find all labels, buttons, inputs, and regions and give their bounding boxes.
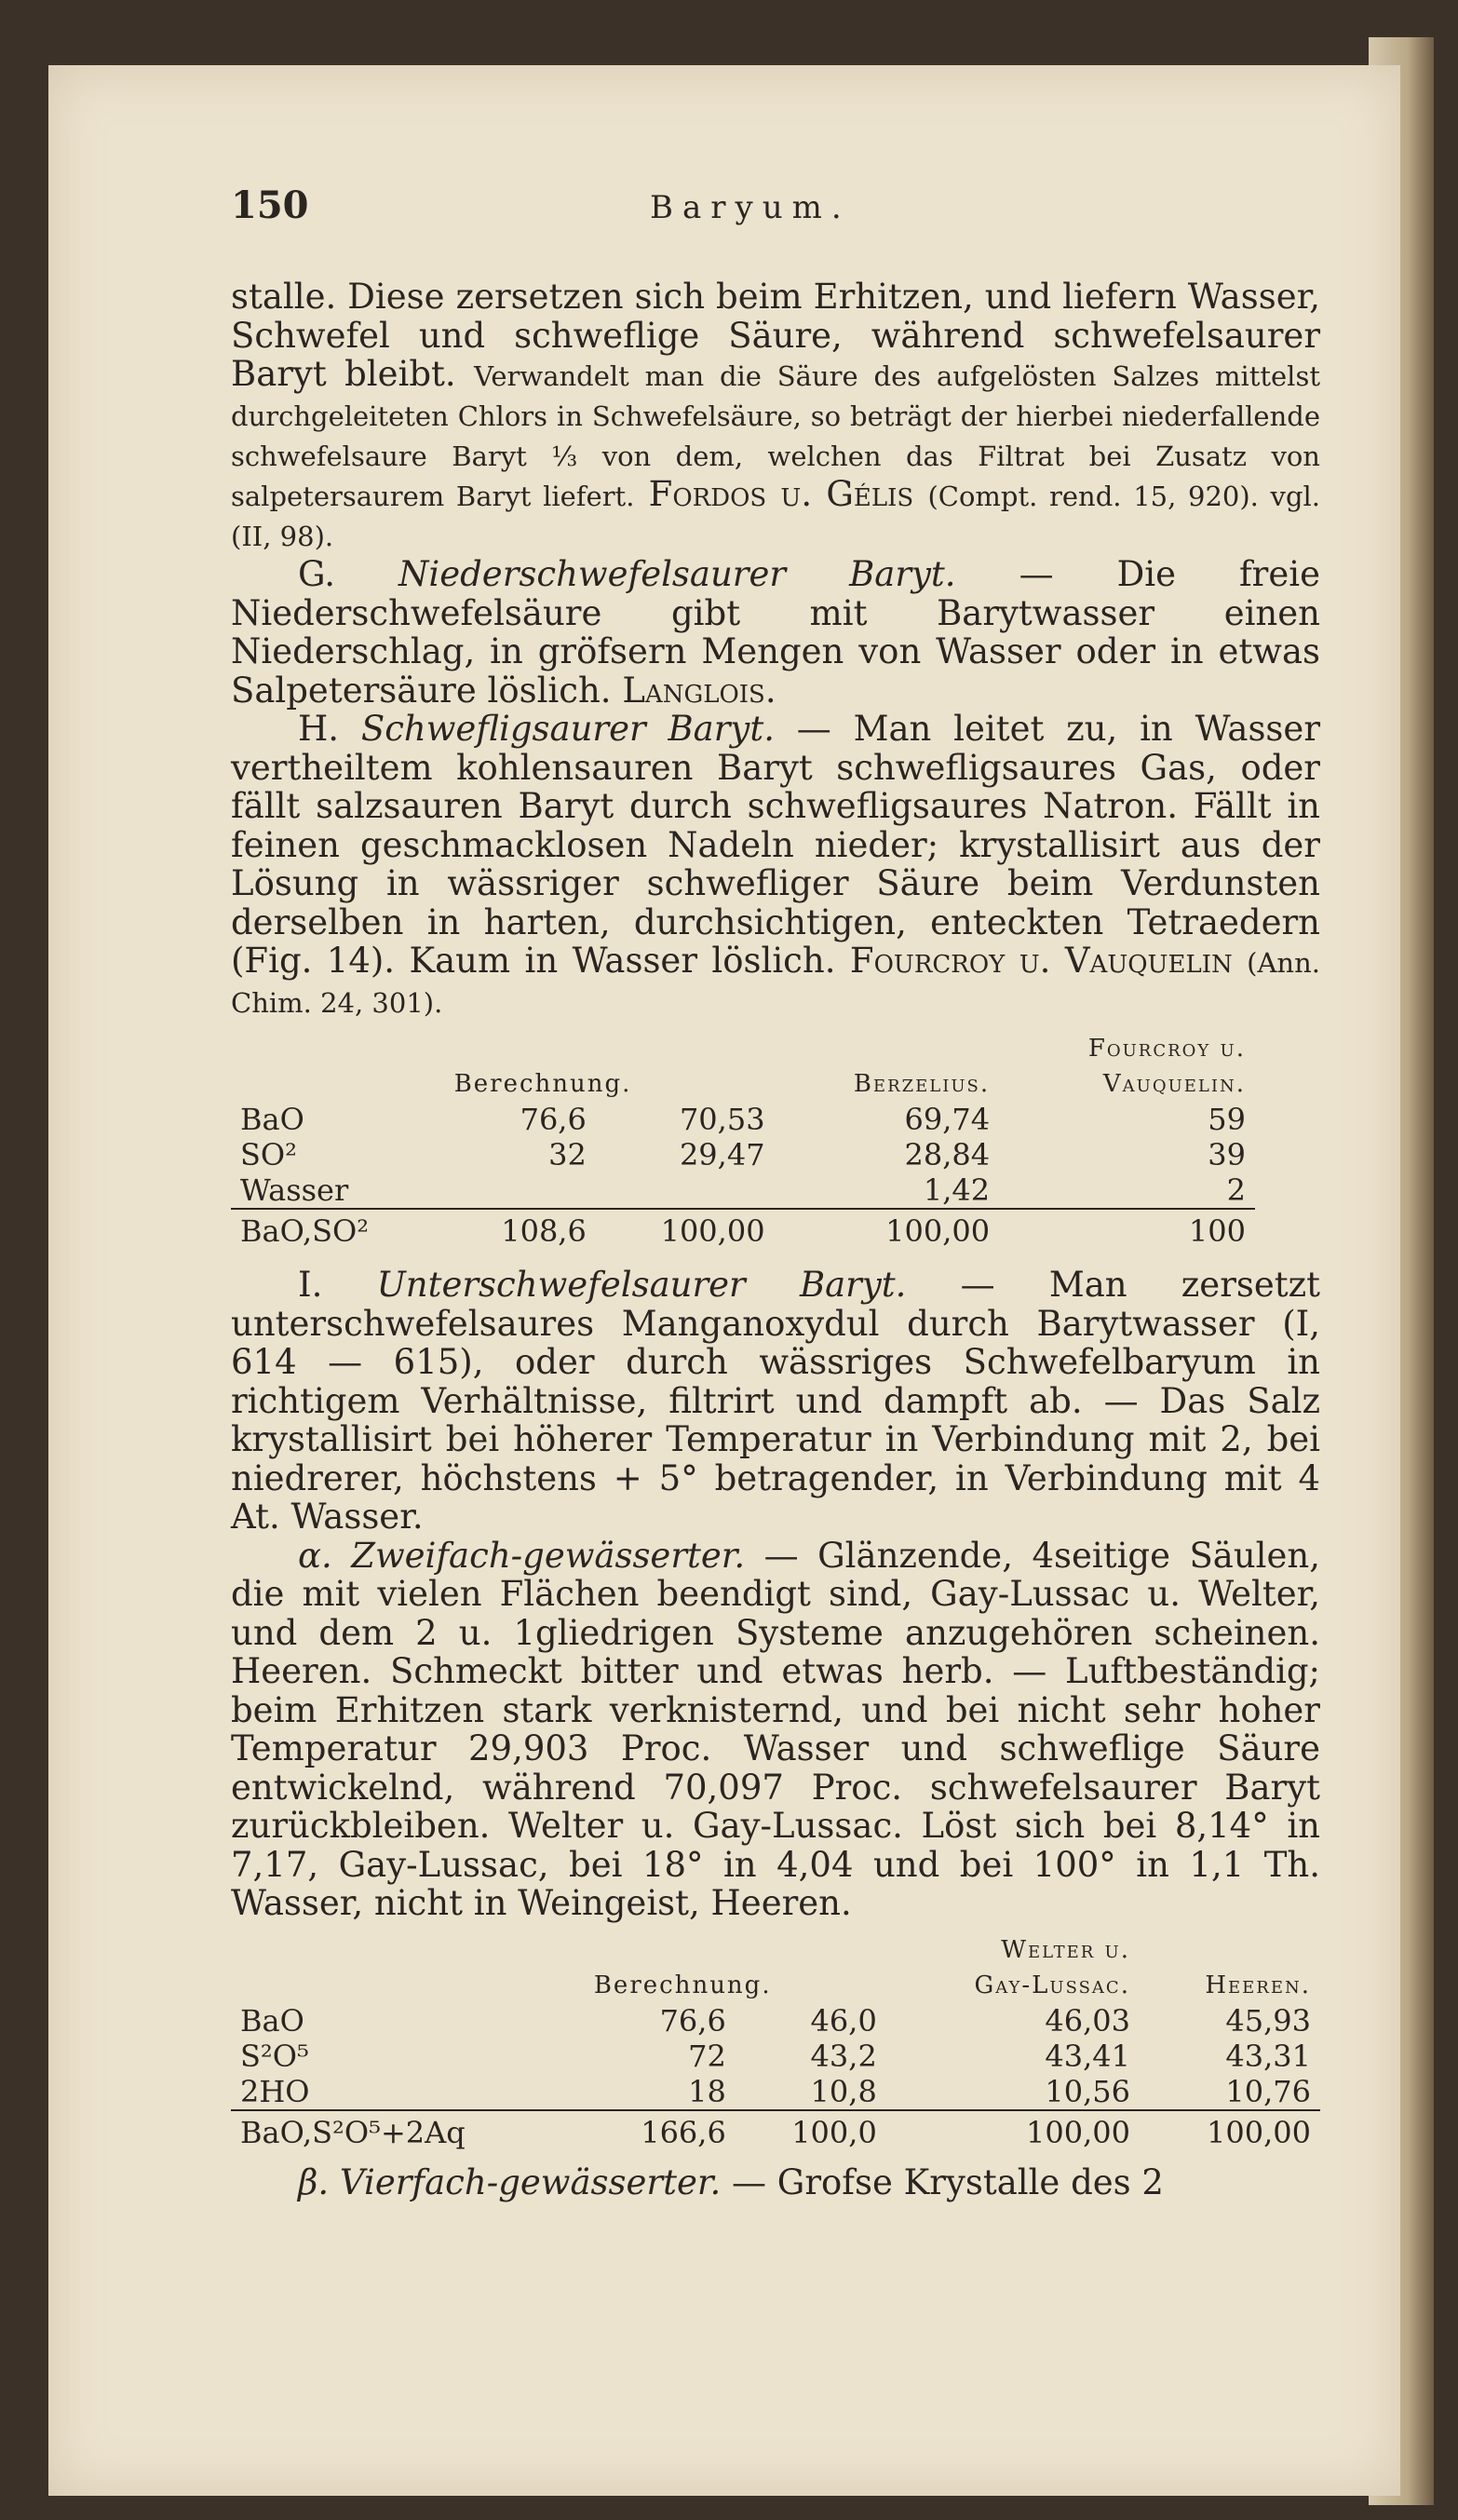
table-cell: 32 [548,1137,587,1172]
table-cell: 69,74 [904,1102,991,1137]
table-cell: 43,2 [810,2038,877,2074]
section-g-author: Langlois. [622,670,776,711]
table-cell: BaO,S²O⁵+2Aq [231,2110,585,2150]
table-cell: 46,03 [1045,2002,1130,2039]
section-alpha-title: Zweifach-gewässerter. [351,1535,746,1576]
section-g-text: — Die freie Niederschwefelsäure gibt mit Barytwasser einen Niederschlag, in gröfsern Mengen von Wasser oder in etwas Salpetersäure löslich. [231,554,1320,711]
section-i-label: I. [298,1265,323,1305]
table-cell [445,1172,596,1209]
table-cell: 46,0 [810,2002,877,2039]
table-cell: 10,8 [810,2073,877,2109]
table-row [231,2074,1320,2110]
section-alpha [231,1537,1320,1923]
table-row [231,2003,1320,2039]
table-cell: 100,0 [736,2110,886,2150]
section-beta-text: — Grofse Krystalle des 2 [732,2161,1164,2202]
table-cell: 166,6 [585,2110,736,2150]
table-cell: SO² [240,1137,297,1172]
table-cell: 43,31 [1225,2038,1311,2074]
section-h-label: H. [298,709,340,749]
section-h [231,710,1320,1022]
table-cell: 39 [1208,1137,1246,1172]
table-2-head-calc: Berechnung. [593,1971,772,1999]
table-cell: Wasser [240,1172,349,1208]
table-cell: BaO,SO² [231,1209,445,1249]
section-beta-title: Vierfach-gewässerter. [339,2161,722,2202]
table-cell: 108,6 [445,1209,596,1249]
section-g-label: G. [298,554,335,594]
section-h-reference: (Ann. Chim. 24, 301). [231,947,1321,1019]
table-cell: 100,00 [775,1209,1000,1249]
intro-authors: Fordos u. Gélis [648,474,914,514]
page-content [231,183,1321,2202]
table-cell: 72 [688,2038,726,2074]
section-i-text: — Man zersetzt unterschwefelsaures Manganoxydul durch Barytwasser (I, 614 — 615), oder durch wässriges Schwefelbaryum in richtigem Verhältnisse, filtrirt und dampft ab. — Das Salz krystallisirt bei höherer Temperatur in Verbindung mit 2, bei niedrerer, höchstens + 5° betragender, in Verbindung mit 4 At. Wasser. [231,1265,1320,1537]
table-2-header-top-cell: Welter u. [1001,1935,1130,1964]
table-1-head-berzelius: Berzelius. [853,1070,991,1098]
table-cell: 100,00 [596,1209,775,1249]
table-cell: 70,53 [679,1102,765,1137]
table-cell: 29,47 [679,1137,765,1172]
section-alpha-label: α. [298,1535,332,1576]
table-cell: 76,6 [659,2002,726,2039]
page-number: 150 [231,183,309,227]
section-h-title: Schwefligsaurer Baryt. [360,709,775,749]
table-cell: 100,00 [1140,2110,1320,2150]
table-cell: 2HO [240,2073,310,2109]
table-1-header-top [231,1031,1255,1066]
section-h-text: — Man leitet zu, in Wasser vertheiltem kohlensauren Baryt schwefligsaures Gas, oder fällt salzsauren Baryt durch schwefligsaures Natron. Fällt in feinen geschmacklosen Nadeln nieder; krystallisirt aus der Lösung in wässriger schwefliger Säure beim Verdunsten derselben in harten, durchsichtigen, enteckten Tetraedern (Fig. 14). Kaum in Wasser löslich. [231,709,1321,981]
table-1-head-calc: Berechnung. [453,1070,632,1098]
table-cell: 18 [688,2073,726,2109]
table-cell: 45,93 [1225,2002,1311,2039]
table-1-head-vauquelin: Vauquelin. [1102,1070,1246,1098]
intro-small-text: Verwandelt man die Säure des aufgelösten Salzes mittelst durchgeleiteten Chlors in Schwefelsäure, so beträgt der hierbei niederfallende schwefelsaure Baryt ⅓ von dem, welchen das Filtrat bei Zusatz von salpetersaurem Baryt liefert. [231,360,1320,512]
table-cell [596,1172,775,1209]
intro-reference: (Compt. rend. 15, 920). vgl. (II, 98). [231,481,1321,552]
table-cell: 10,56 [1045,2073,1130,2109]
table-cell: 100,00 [886,2110,1140,2150]
page-header [231,183,1320,244]
table-cell: 59 [1208,1102,1246,1137]
section-i-title: Unterschwefelsaurer Baryt. [376,1265,907,1305]
intro-main-text: stalle. Diese zersetzen sich beim Erhitzen, und liefern Wasser, Schwefel und schweflige Säure, während schwefelsaurer Baryt bleibt. [231,277,1320,394]
table-cell: 2 [1226,1172,1246,1208]
section-i [231,1266,1320,1537]
table-2-head-heeren: Heeren. [1205,1971,1311,1999]
table-row [231,1172,1255,1209]
table-2-header [231,1968,1320,2003]
analysis-table-1 [231,1031,1255,1249]
table-cell: 100 [999,1209,1255,1249]
section-beta-label: β. [298,2161,330,2202]
table-1-sum-row [231,1209,1255,1249]
table-1-header [231,1066,1255,1102]
section-h-author: Fourcroy u. Vauquelin [849,941,1233,981]
table-row [231,2039,1320,2074]
section-alpha-text: — Glänzende, 4seitige Säulen, die mit vielen Flächen beendigt sind, Gay-Lussac u. Welter, und dem 2 u. 1gliedrigen Systeme anzugehören scheinen. Heeren. Schmeckt bitter und etwas herb. — Luftbeständig; beim Erhitzen stark verknisternd, und bei nicht sehr hoher Temperatur 29,903 Proc. Wasser und schweflige Säure entwickelnd, während 70,097 Proc. schwefelsaurer Baryt zurückbleiben. Welter u. Gay-Lussac. Löst sich bei 8,14° in 7,17, Gay-Lussac, bei 18° in 4,04 und bei 100° in 1,1 Th. Wasser, nicht in Weingeist, Heeren. [231,1535,1321,1923]
section-g [231,555,1320,710]
table-cell: 10,76 [1225,2073,1311,2109]
table-row [231,1102,1255,1137]
table-cell: 1,42 [923,1172,991,1208]
analysis-table-2 [231,1932,1320,2150]
intro-paragraph [231,278,1320,555]
table-row [231,1137,1255,1172]
table-cell: 43,41 [1045,2038,1130,2074]
table-cell: 28,84 [904,1137,991,1172]
table-2-header-top [231,1932,1320,1968]
table-1-header-top-cell: Fourcroy u. [1087,1035,1246,1063]
table-cell: 76,6 [520,1102,587,1137]
running-title: Baryum. [650,189,851,226]
table-cell: BaO [240,1102,304,1137]
section-g-title: Niederschwefelsaurer Baryt. [398,554,956,594]
table-cell: S²O⁵ [240,2038,309,2074]
table-cell: BaO [240,2002,304,2039]
section-beta [231,2163,1320,2202]
table-2-sum-row [231,2110,1320,2150]
table-2-head-gay-lussac: Gay-Lussac. [974,1971,1130,1999]
